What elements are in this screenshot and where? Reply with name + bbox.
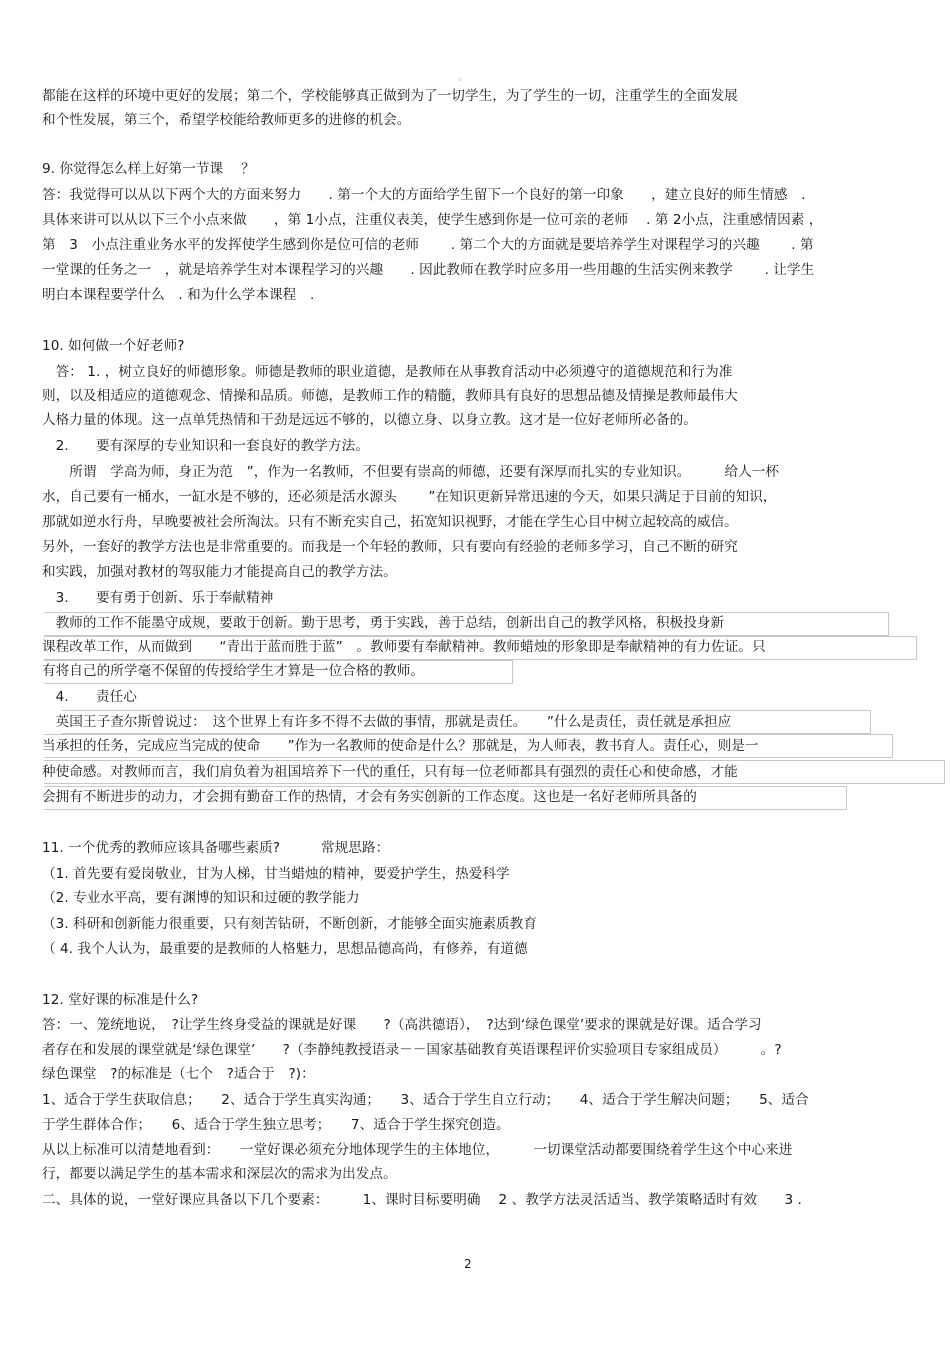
text-line: 和个性发展，第三个，希望学校能给教师更多的进修的机会。 [42, 112, 411, 128]
text-line: 一堂课的任务之一 ，就是培养学生对本课程学习的兴趣 . 因此教师在教学时应多用一些用趣的生活实例来教学 . 让学生 [42, 262, 815, 278]
text-line: 会拥有不断进步的动力，才会拥有勤奋工作的热情，才会有务实创新的工作态度。这也是一名好老师所具备的 [42, 789, 697, 805]
text-line: （ 4. 我个人认为，最重要的是教师的人格魅力，思想品德高尚，有修养，有道德 [42, 941, 528, 957]
question-10-heading: 10. 如何做一个好老师? [42, 338, 185, 354]
text-line: 英国王子查尔斯曾说过： 这个世界上有许多不得不去做的事情，那就是责任。 ”什么是责任，责任就是承担应 [42, 714, 732, 730]
text-line: 则，以及相适应的道德观念、情操和品质。师德，是教师工作的精髓，教师具有良好的思想品德及情操是教师最伟大 [42, 388, 738, 404]
text-line: 1、适合于学生获取信息； 2、适合于学生真实沟通； 3、适合于学生自立行动； 4、适合于学生解决问题； 5、适合 [42, 1092, 809, 1108]
text-line: 2. 要有深厚的专业知识和一套良好的教学方法。 [42, 438, 369, 454]
text-line: 教师的工作不能墨守成规，要敢于创新。勤于思考，勇于实践，善于总结，创新出自己的教学风格，积极投身新 [42, 615, 725, 631]
text-line: 人格力量的体现。这一点单凭热情和干劲是远远不够的，以德立身、以身立教。这才是一位好老师所必备的。 [42, 412, 697, 428]
text-line: 绿色课堂 ?的标准是（七个 ?适合于 ?)： [42, 1066, 315, 1082]
text-line: （2. 专业水平高，要有渊博的知识和过硬的教学能力 [42, 890, 360, 906]
text-line: 当承担的任务，完成应当完成的使命 ”作为一名教师的使命是什么？那就是，为人师表，教书育人。责任心，则是一 [42, 738, 759, 754]
text-line: 二、具体的说，一堂好课应具备以下几个要素： 1、课时目标要明确 2 、教学方法灵活适当、教学策略适时有效 3 . [42, 1192, 802, 1208]
text-line: 和实践，加强对教材的驾驭能力才能提高自己的教学方法。 [42, 564, 397, 580]
text-line: 者存在和发展的课堂就是‘绿色课堂’ ?（李静纯教授语录－－国家基础教育英语课程评价实验项目专家组成员） 。? [42, 1042, 782, 1058]
text-line: 课程改革工作，从而做到 “青出于蓝而胜于蓝” 。教师要有奉献精神。教师蜡烛的形象即是奉献精神的有力佐证。只 [42, 639, 766, 655]
text-line: 有将自己的所学毫不保留的传授给学生才算是一位合格的教师。 [42, 663, 425, 679]
text-line: 答：一、笼统地说， ?让学生终身受益的课就是好课 ?（高洪德语）， ?达到‘绿色课堂’要求的课就是好课。适合学习 [42, 1017, 762, 1033]
page-number: 2 [464, 1257, 472, 1271]
question-9-heading: 9. 你觉得怎么样上好第一节课 ？ [42, 161, 255, 177]
text-line: 行，都要以满足学生的基本需求和深层次的需求为出发点。 [42, 1166, 397, 1182]
text-line: 答：我觉得可以从以下两个大的方面来努力 . 第一个大的方面给学生留下一个良好的第一印象 ，建立良好的师生情感 . [42, 187, 806, 203]
text-line: 都能在这样的环境中更好的发展；第二个，学校能够真正做到为了一切学生，为了学生的一切，注重学生的全面发展 [42, 88, 738, 104]
text-line: 第 3 小点注重业务水平的发挥使学生感到你是位可信的老师 . 第二个大的方面就是要培养学生对课程学习的兴趣 . 第 [42, 237, 814, 253]
text-line: 于学生群体合作； 6、适合于学生独立思考； 7、适合于学生探究创造。 [42, 1117, 510, 1133]
text-line: （1. 首先要有爱岗敬业，甘为人梯，甘当蜡烛的精神，要爱护学生，热爱科学 [42, 866, 510, 882]
text-line: 具体来讲可以从以下三个小点来做 ，第 1小点，注重仪表美，使学生感到你是一位可亲的老师 . 第 2小点，注重感情因素 ， [42, 212, 823, 228]
text-line: 另外，一套好的教学方法也是非常重要的。而我是一个年轻的教师，只有要向有经验的老师多学习，自己不断的研究 [42, 539, 738, 555]
text-line: 答： 1. ，树立良好的师德形象。师德是教师的职业道德，是教师在从事教育活动中必须遵守的道德规范和行为准 [42, 364, 733, 380]
text-line: 明白本课程要学什么 . 和为什么学本课程 . [42, 287, 315, 303]
top-mark: 。 [459, 73, 467, 82]
text-line: （3. 科研和创新能力很重要，只有刻苦钻研，不断创新，才能够全面实施素质教育 [42, 916, 537, 932]
question-12-heading: 12. 堂好课的标准是什么? [42, 992, 199, 1008]
text-line: 水，自己要有一桶水，一缸水是不够的，还必须是活水源头 ”在知识更新异常迅速的今天，如果只满足于目前的知识， [42, 489, 777, 505]
text-line: 那就如逆水行舟，早晚要被社会所淘汰。只有不断充实自己，拓宽知识视野，才能在学生心目中树立起较高的威信。 [42, 514, 738, 530]
text-line: 从以上标准可以清楚地看到： 一堂好课必须充分地体现学生的主体地位， 一切课堂活动都要围绕着学生这个中心来进 [42, 1142, 793, 1158]
text-line: 所谓 学高为师，身正为范 ”，作为一名教师，不但要有崇高的师德，还要有深厚而扎实的专业知识。 给人一杯 [42, 464, 780, 480]
text-line: 3. 要有勇于创新、乐于奉献精神 [42, 590, 274, 606]
question-11-heading: 11. 一个优秀的教师应该具备哪些素质? 常规思路： [42, 840, 390, 856]
text-line: 4. 责任心 [42, 689, 137, 705]
text-line: 种使命感。对教师而言，我们肩负着为祖国培养下一代的重任，只有每一位老师都具有强烈的责任心和使命感，才能 [42, 764, 738, 780]
